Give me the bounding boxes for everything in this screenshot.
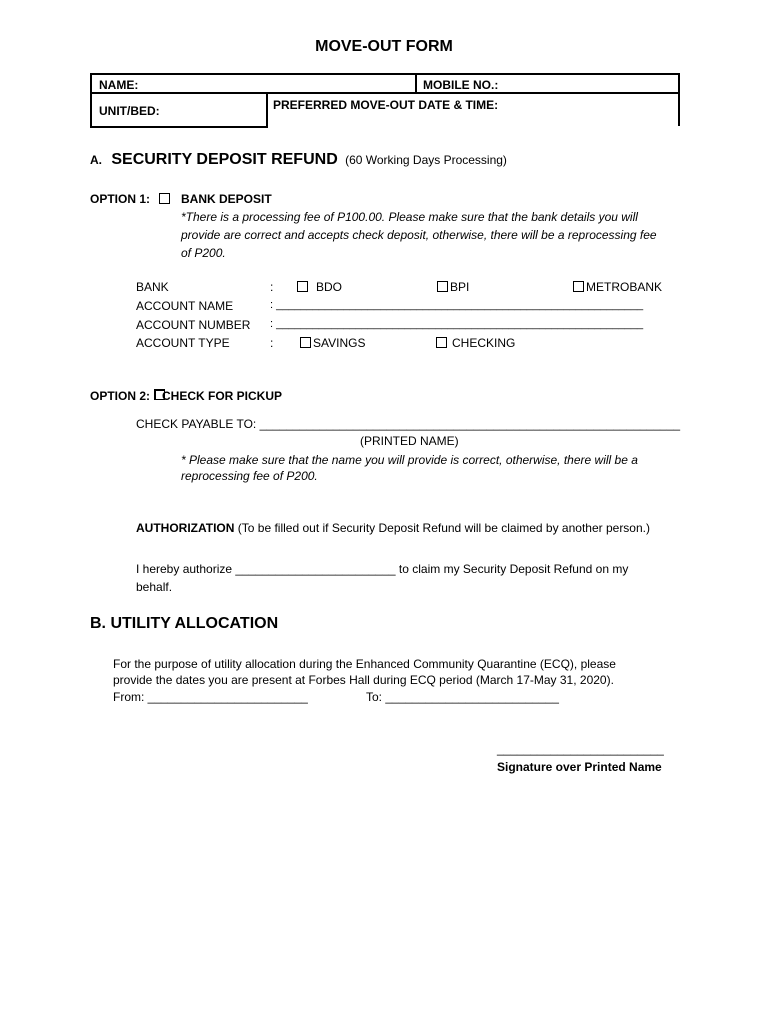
check-payable-field[interactable]: CHECK PAYABLE TO: _______________________________________________________________ [136, 417, 681, 431]
printed-name-caption: (PRINTED NAME) [360, 434, 459, 448]
authorization-heading [136, 521, 650, 535]
bpi-checkbox[interactable] [437, 281, 448, 292]
section-b-line-1: For the purpose of utility allocation during the Enhanced Community Quarantine (ECQ), please [113, 657, 616, 671]
checking-checkbox[interactable] [436, 337, 447, 348]
check-pickup-label: CHECK FOR PICKUP [162, 389, 283, 403]
bank-deposit-note-2: provide are correct and accepts check deposit, otherwise, there will be a reprocessing fee [181, 228, 657, 242]
bank-deposit-label: BANK DEPOSIT [181, 192, 272, 206]
unit-bed-label: UNIT/BED: [99, 104, 160, 118]
bank-deposit-note-3: of P200. [181, 246, 226, 260]
signature-label: Signature over Printed Name [497, 760, 662, 774]
to-date-field[interactable]: To: __________________________ [366, 690, 559, 704]
bank-deposit-note-1: *There is a processing fee of P100.00. Please make sure that the bank details you will [181, 210, 638, 224]
signature-line[interactable]: _________________________ [497, 742, 664, 756]
bank-colon: : [270, 280, 274, 294]
section-a-heading [90, 151, 507, 169]
form-title: MOVE-OUT FORM [315, 38, 453, 55]
name-label: NAME: [99, 78, 139, 92]
account-type-colon: : [270, 336, 274, 350]
authorization-line-1[interactable]: I hereby authorize ________________________ to claim my Security Deposit Refund on my [136, 562, 629, 576]
section-a-subheading: (60 Working Days Processing) [345, 153, 507, 167]
section-b-heading: B. UTILITY ALLOCATION [90, 615, 279, 632]
metrobank-checkbox[interactable] [573, 281, 584, 292]
section-a-letter: A. [90, 153, 102, 167]
check-pickup-note-1: * Please make sure that the name you will provide is correct, otherwise, there will be a [181, 453, 638, 467]
option2-label: OPTION 2: [90, 389, 151, 403]
bdo-label: BDO [316, 280, 343, 294]
authorization-label: AUTHORIZATION [136, 521, 235, 535]
checking-label: CHECKING [452, 336, 516, 350]
preferred-move-out-cell[interactable] [678, 94, 680, 126]
account-type-label: ACCOUNT TYPE [136, 336, 230, 350]
authorization-desc: (To be filled out if Security Deposit Refund will be claimed by another person.) [237, 521, 650, 535]
authorization-line-2: behalf. [136, 580, 173, 594]
account-name-label: ACCOUNT NAME [136, 299, 234, 313]
account-name-field[interactable]: : ____________________________________________________________ [270, 299, 644, 311]
account-number-field[interactable]: : ____________________________________________________________ [270, 318, 644, 330]
from-date-field[interactable]: From: ________________________ [113, 690, 308, 704]
mobile-cell[interactable] [417, 73, 680, 94]
bdo-checkbox[interactable] [297, 281, 308, 292]
bank-deposit-checkbox[interactable] [159, 193, 170, 204]
section-b-line-2: provide the dates you are present at Forbes Hall during ECQ period (March 17-May 31, 2020). [113, 673, 614, 687]
header-table [90, 73, 680, 128]
preferred-move-out-label: PREFERRED MOVE-OUT DATE & TIME: [273, 98, 499, 112]
name-cell[interactable] [90, 73, 417, 94]
account-number-label: ACCOUNT NUMBER [136, 318, 251, 332]
section-a-title: SECURITY DEPOSIT REFUND [111, 151, 338, 168]
metrobank-label: METROBANK [586, 280, 663, 294]
unit-bed-cell[interactable] [90, 94, 268, 128]
savings-label: SAVINGS [313, 336, 366, 350]
savings-checkbox[interactable] [300, 337, 311, 348]
option1-label: OPTION 1: [90, 192, 151, 206]
mobile-label: MOBILE NO.: [423, 78, 499, 92]
bpi-label: BPI [450, 280, 470, 294]
check-pickup-note-2: reprocessing fee of P200. [181, 469, 318, 483]
bank-label: BANK [136, 280, 169, 294]
